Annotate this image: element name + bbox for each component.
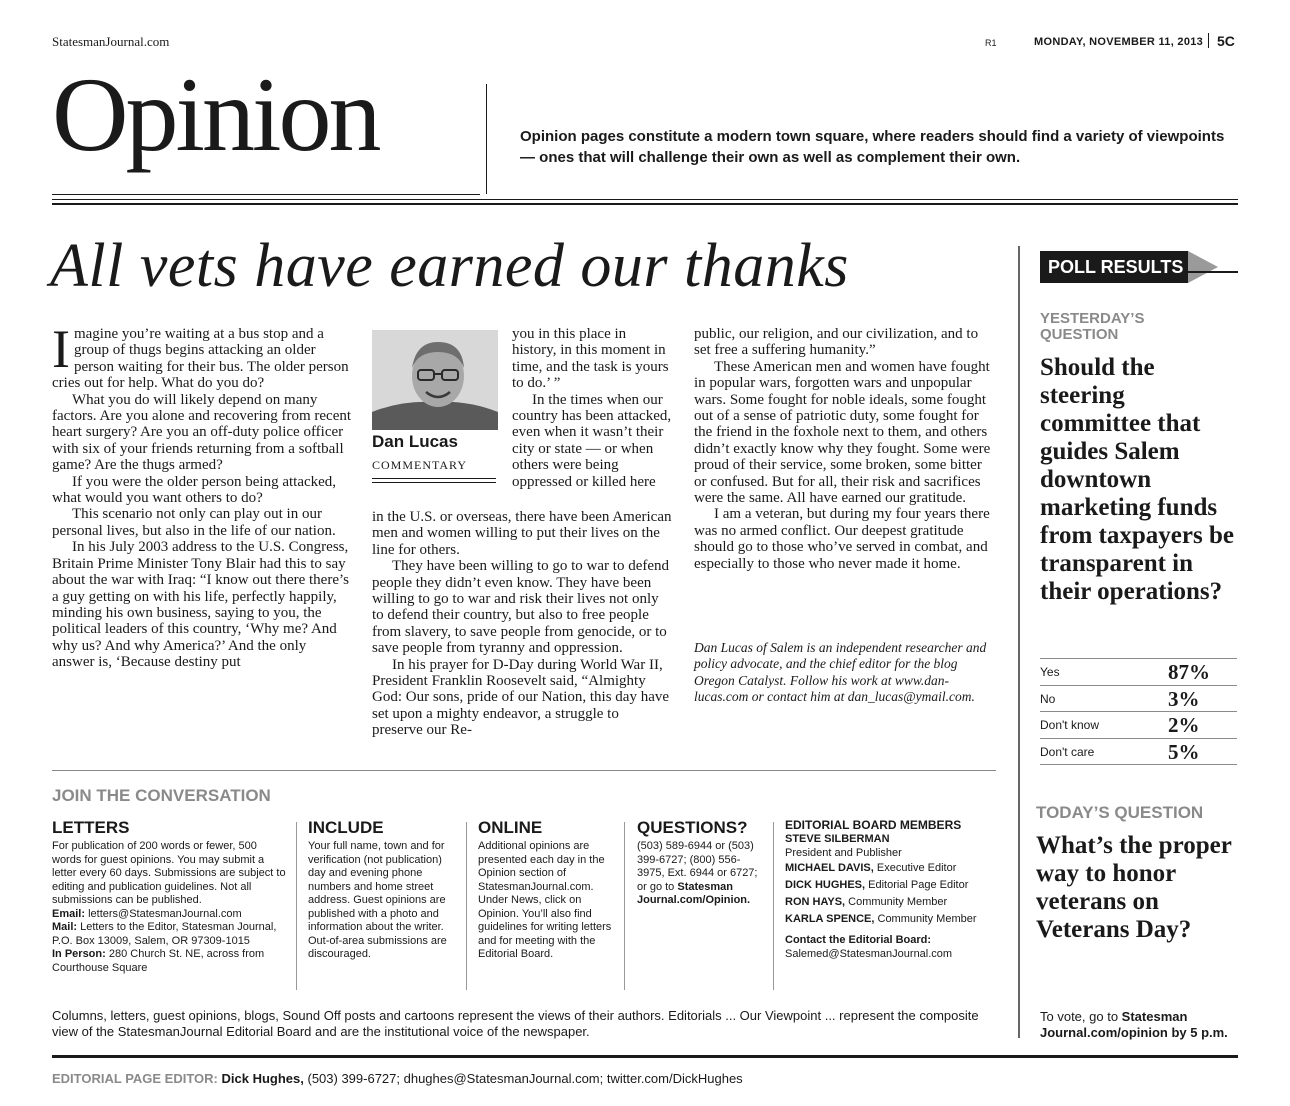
poll-value: 3% [1168,686,1200,711]
letters-box [52,818,288,975]
include-heading: INCLUDE [308,818,384,837]
poll-row [1040,711,1237,738]
member-role: Executive Editor [873,862,957,874]
section-rule [52,770,996,771]
footer-name: Dick Hughes, [221,1071,304,1086]
letters-in-person [52,948,288,975]
board-member [785,832,990,860]
article-label: COMMENTARY [372,458,468,472]
section-title: Opinion [52,56,379,173]
paragraph-text: magine you’re waiting at a bus stop and a group of thugs begins attacking an older person waiting for their bus. The older person cries out for help. What do you do? [52,326,349,392]
online-box [478,818,612,962]
footer-label: EDITORIAL PAGE EDITOR: [52,1071,218,1086]
poll-value: 87% [1168,660,1210,684]
poll-option: Don't care [1040,744,1095,759]
article-column-3 [694,326,996,572]
in-person-address: 280 Church St. NE, across from Courthouse Square [52,948,265,974]
today-label: TODAY’S QUESTION [1036,803,1204,822]
letters-body: For publication of 200 words or fewer, 500 words for guest opinions. You may submit a letter every 60 days. Submissions are subject to editing and publication guidelines. Not all submissions can be published. [52,840,286,906]
letters-heading: LETTERS [52,818,130,837]
article-column-2-top [512,326,672,490]
article-paragraph: In his July 2003 address to the U.S. Congress, Britain Prime Minister Tony Blair had this to say about the war with Iraq: “I know out there there’s a guy getting on with his life, perfectly happily, minding his own business, saying to you, the political leaders of this country, ‘Why me? And why us? And why America?’ And the only answer is, ‘Because destiny put [52,539,349,671]
sidebar-divider [1018,246,1020,1038]
box-divider [296,822,297,990]
poll-results-table [1040,658,1237,765]
masthead-rule [52,194,480,195]
board-member [785,894,990,911]
poll-results-tab: POLL RESULTS [1040,251,1188,283]
online-heading: ONLINE [478,818,543,837]
board-contact [785,934,990,961]
article-paragraph: These American men and women have fought in popular wars, forgotten wars and unpopular wars. Some fought for noble ideals, some fought out of a sense of patriotic duty, some fought for the friend in the foxhole next to them, and others didn’t exactly know why they fought. Some were proud of their service, some broken, some bitter or confused. But for all, their risk and sacrifices were the same. All have earned our gratitude. [694,358,991,507]
poll-option: Don't know [1040,718,1099,732]
byline-rule [372,482,496,483]
vote-link[interactable]: Statesman Journal.com/opinion by 5 p.m. [1040,1009,1228,1040]
drop-cap: I [52,319,70,379]
footer-editor [52,1071,743,1086]
member-role: Editorial Page Editor [865,879,969,891]
poll-row [1040,685,1237,712]
author-photo [372,330,498,430]
questions-text: (503) 589-6944 or (503) 399-6727; (800) 556-3975, Ext. 6944 or 6727; or go to [637,840,758,893]
masthead-rule [52,203,1238,205]
poll-value: 5% [1168,739,1200,764]
member-name: STEVE SILBERMAN [785,833,890,845]
questions-body [637,840,767,908]
email-label: Email: [52,907,86,920]
box-divider [773,822,774,990]
email-link[interactable]: letters@StatesmanJournal.com [88,907,242,920]
in-person-label: In Person: [52,948,106,960]
poll-option: No [1040,691,1056,706]
article-paragraph: If you were the older person being attacked, what would you want others to do? [52,473,337,507]
letters-mail [52,921,288,948]
online-body: Additional opinions are presented each day in the Opinion section of StatesmanJournal.com. Under News, click on Opinion. You’ll also find guidelines for writing letters and for meeting with the Editorial Board. [478,840,612,960]
article-paragraph: What you do will likely depend on many factors. Are you alone and recovering from recent heart surgery? Are you an off-duty police officer with six of your friends returning from a softball game? Are the thugs armed? [52,391,352,474]
tab-arrow-icon [1188,251,1218,283]
conversation-title: JOIN THE CONVERSATION [52,786,271,805]
poll-rule [1188,271,1238,273]
include-box [308,818,454,962]
article-paragraph: In the times when our country has been attacked, even when it wasn’t their city or state — or when others were being oppressed or killed here [512,391,672,490]
member-name: DICK HUGHES, [785,879,866,891]
footer-rule [52,1055,1238,1058]
opinion-link[interactable]: Statesman Journal.com/Opinion. [637,880,751,906]
masthead-divider [486,84,487,194]
box-divider [624,822,625,990]
issue-date: MONDAY, NOVEMBER 11, 2013 [1034,36,1204,48]
edition-code: R1 [985,38,997,48]
yesterday-question: Should the steering committee that guides Salem downtown marketing funds from taxpayers be transparent in their operations? [1040,354,1234,605]
board-heading: EDITORIAL BOARD MEMBERS [785,818,962,832]
board-member [785,860,990,877]
member-role: President and Publisher [785,847,902,859]
article-paragraph: you in this place in history, in this moment in time, and the task is yours to do.’ ” [512,326,669,392]
article-paragraph [52,319,352,392]
header-divider [1208,33,1209,48]
box-divider [466,822,467,990]
board-box [785,818,990,961]
questions-heading: QUESTIONS? [637,818,748,837]
contact-label: Contact the Editorial Board: [785,934,932,946]
poll-row [1040,738,1237,766]
masthead-rule [52,199,1238,200]
page-number: 5C [1217,33,1235,49]
poll-option: Yes [1040,665,1060,679]
member-name: KARLA SPENCE, [785,913,875,925]
mail-address: Letters to the Editor, Statesman Journal, P.O. Box 13009, Salem, OR 97309-1015 [52,921,277,947]
member-role: Community Member [874,913,977,925]
disclaimer: Columns, letters, guest opinions, blogs, Sound Off posts and cartoons represent the views of their authors. Editorials ... Our Viewpoint ... represent the composite view of the StatesmanJournal Editorial Board and are the institutional voice of the newspaper. [52,1008,979,1039]
questions-box [637,818,767,908]
article-paragraph: public, our religion, and our civilization, and to set free a suffering humanity.” [694,326,979,359]
member-name: MICHAEL DAVIS, [785,862,874,874]
poll-row [1040,658,1237,685]
article-column-2 [372,509,672,739]
article-paragraph: I am a veteran, but during my four years there was no armed conflict. Our deepest gratitude should go to those who’ve served in combat, and especially to those who never made it home. [694,506,990,572]
mail-label: Mail: [52,921,78,933]
byline-rule [372,478,496,479]
footer-contact: (503) 399-6727; dhughes@StatesmanJournal.com; twitter.com/DickHughes [303,1071,743,1086]
article-paragraph: In his prayer for D-Day during World War II, President Franklin Roosevelt said, “Almighty God: Our sons, pride of our Nation, this day have set upon a mighty endeavor, a struggle to preserve our Re- [372,656,670,739]
section-intro: Opinion pages constitute a modern town square, where readers should find a variety of viewpoints — ones that will challenge their own as well as complement their own. [520,128,1225,166]
article-headline: All vets have earned our thanks [50,232,849,300]
article-paragraph: This scenario not only can play out in our personal lives, but also in the life of our nation. [52,506,336,539]
site-name: StatesmanJournal.com [52,34,170,49]
board-member [785,911,990,928]
letters-email [52,908,288,922]
author-name: Dan Lucas [372,432,458,451]
article-paragraph: in the U.S. or overseas, there have been American men and women willing to put their lives on the line for others. [372,509,672,558]
member-role: Community Member [845,896,948,908]
today-question: What’s the proper way to honor veterans on Veterans Day? [1036,832,1232,943]
board-member [785,877,990,894]
poll-value: 2% [1168,713,1200,737]
vote-instructions [1040,1009,1240,1041]
yesterday-label: YESTERDAY’S QUESTION [1040,310,1145,343]
article-paragraph: They have been willing to go to war to defend people they didn’t even know. They have been willing to go to war and risk their lives not only to defend their country, but also to free people from slavery, to save people from genocide, or to save people from tyranny and oppression. [372,558,670,657]
author-bio: Dan Lucas of Salem is an independent researcher and policy advocate, and the chief editor for the blog Oregon Catalyst. Follow his work at www.dan-lucas.com or contact him at dan_lucas@ymail.com. [694,640,987,705]
vote-prefix: To vote, go to [1040,1009,1122,1024]
member-name: RON HAYS, [785,896,846,908]
article-column-1 [52,319,352,671]
contact-email[interactable]: Salemed@StatesmanJournal.com [785,947,953,960]
include-body: Your full name, town and for verification (not publication) day and evening phone numbers and home street address. Guest opinions are published with a photo and information about the writer. Out-of-area submissions are discouraged. [308,840,447,960]
